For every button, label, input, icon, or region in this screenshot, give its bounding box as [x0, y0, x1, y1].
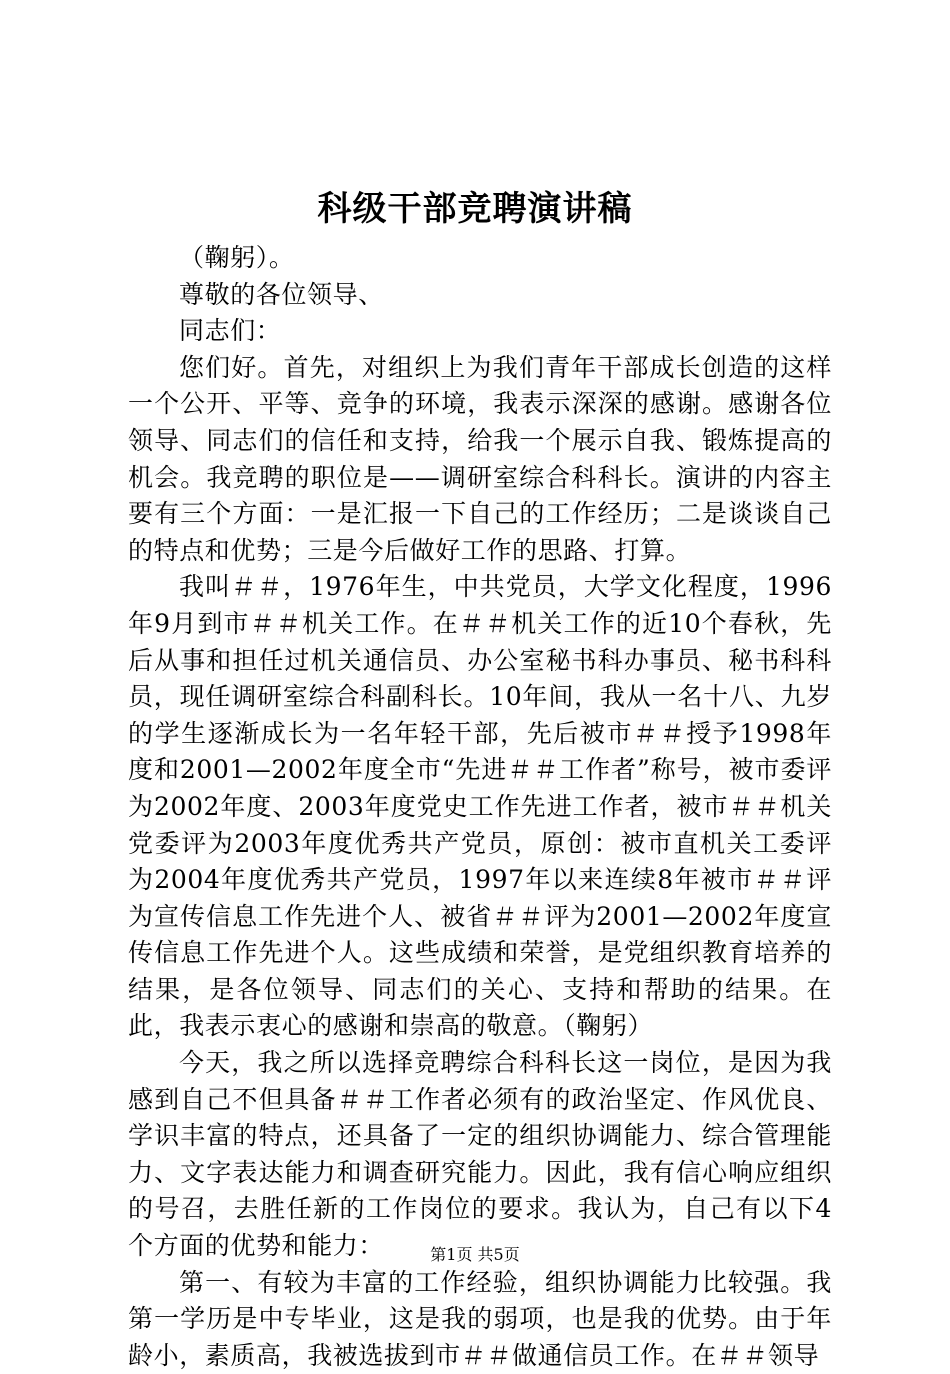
- paragraph-motivation: 今天，我之所以选择竞聘综合科科长这一岗位，是因为我感到自己不但具备＃＃工作者必须有的政治坚定、作风优良、学识丰富的特点，还具备了一定的组织协调能力、综合管理能力、文字表达能力和调查研究能力。因此，我有信心响应组织的号召，去胜任新的工作岗位的要求。我认为，自己有以下4个方面的优势和能力：: [128, 1048, 832, 1261]
- paragraph-first-strength: 第一、有较为丰富的工作经验，组织协调能力比较强。我第一学历是中专毕业，这是我的弱项，也是我的优势。由于年龄小，素质高，我被选拔到市＃＃做通信员工作。在＃＃领导: [128, 1267, 832, 1370]
- document-body: [128, 240, 832, 1374]
- page-footer: 第1页 共5页: [430, 1245, 520, 1264]
- document-title: 科级干部竞聘演讲稿: [317, 189, 633, 229]
- paragraph-greeting-bow: （鞠躬）。: [179, 243, 295, 272]
- paragraph-salutation-leaders: 尊敬的各位领导、: [179, 279, 384, 309]
- paragraph-work-history: 我叫＃＃，1976年生，中共党员，大学文化程度，1996年9月到市＃＃机关工作。在＃＃机关工作的近10个春秋，先后从事和担任过机关通信员、办公室秘书科办事员、秘书科科员，现任调研室综合科副科长。10年间，我从一名十八、九岁的学生逐渐成长为一名年轻干部，先后被市＃＃授予1998年度和2001—2002年度全市“先进＃＃工作者”称号，被市委评为2002年度、2003年度党史工作先进工作者，被市＃＃机关党委评为2003年度优秀共产党员，原创：被市直机关工委评为2004年度优秀共产党员，1997年以来连续8年被市＃＃评为宣传信息工作先进个人、被省＃＃评为2001—2002年度宣传信息工作先进个人。这些成绩和荣誉，是党组织教育培养的结果，是各位领导、同志们的关心、支持和帮助的结果。在此，我表示衷心的感谢和崇高的敬意。（鞠躬）: [128, 572, 832, 1041]
- paragraph-introduction: 您们好。首先，对组织上为我们青年干部成长创造的这样一个公开、平等、竞争的环境，我表示深深的感谢。感谢各位领导、同志们的信任和支持，给我一个展示自我、锻炼提高的机会。我竞聘的职位是——调研室综合科科长。演讲的内容主要有三个方面：一是汇报一下自己的工作经历；二是谈谈自己的特点和优势；三是今后做好工作的思路、打算。: [128, 352, 832, 565]
- paragraph-salutation-comrades: 同志们：: [179, 316, 282, 346]
